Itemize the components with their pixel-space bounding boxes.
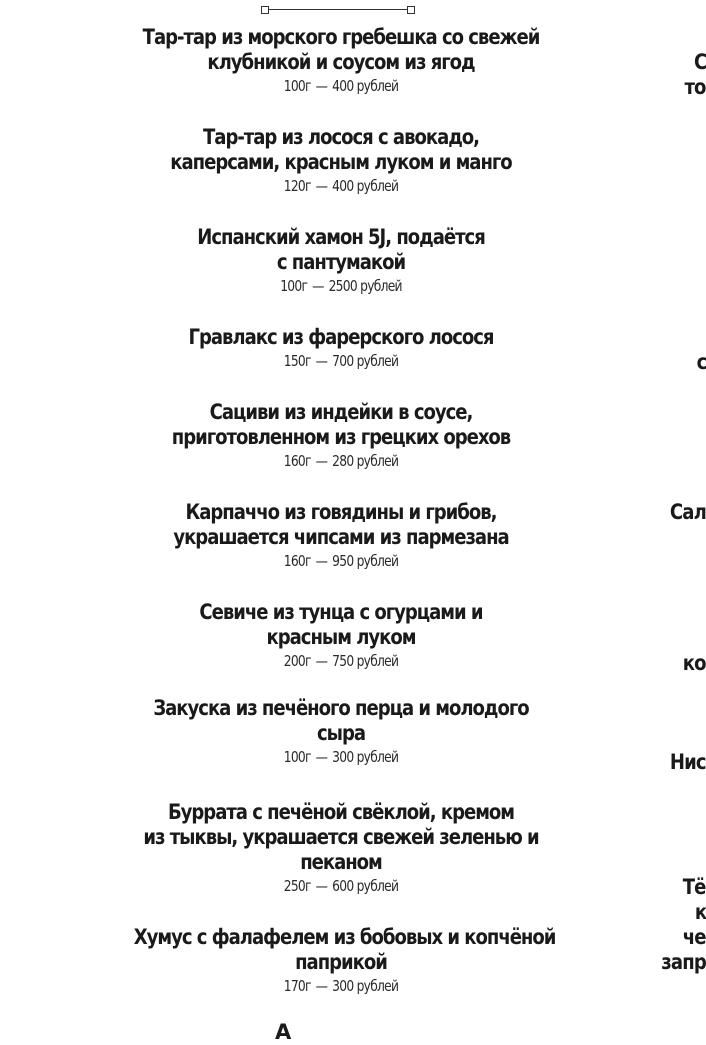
menu-item: [100, 800, 582, 897]
dash: —: [315, 877, 328, 895]
dish-name: Буррата с печёной свёклой, кремом из тыквы, украшается свежей зеленью и пеканом: [143, 800, 539, 874]
dish-weight: 200г: [283, 652, 311, 670]
partial-next-item: А: [275, 1020, 292, 1044]
dish-price: 400 рублей: [332, 177, 399, 195]
selection-line: [266, 9, 410, 10]
dish-name: Севиче из тунца с огурцами и красным луком: [199, 600, 483, 649]
dish-price: 600 рублей: [332, 877, 399, 895]
selection-handle[interactable]: [261, 6, 415, 14]
dish-meta: [143, 175, 538, 197]
fragment-text: ко: [683, 651, 706, 675]
dish-weight: 160г: [283, 552, 311, 570]
dish-price: 950 рублей: [332, 552, 399, 570]
fragment-text: запр: [661, 950, 706, 974]
menu-item: [100, 925, 582, 997]
menu-item: [100, 125, 582, 197]
dish-meta: [143, 450, 538, 472]
dish-price: 2500 рублей: [328, 277, 402, 295]
resize-handle-right[interactable]: [407, 6, 415, 14]
fragment-text: че: [683, 925, 706, 949]
dish-weight: 160г: [283, 452, 311, 470]
dish-name: Закуска из печёного перца и молодого сыра: [153, 696, 529, 745]
resize-handle-left[interactable]: [261, 6, 269, 14]
dash: —: [315, 652, 328, 670]
dash: —: [315, 352, 328, 370]
fragment-text: с: [696, 350, 706, 374]
menu-item: [100, 25, 582, 97]
dish-meta: [143, 650, 538, 672]
right-column-cropped: [640, 0, 706, 1029]
menu-item: [100, 325, 582, 372]
dish-price: 400 рублей: [332, 77, 399, 95]
dish-weight: 120г: [283, 177, 311, 195]
dish-price: 700 рублей: [332, 352, 399, 370]
dish-name: Хумус с фалафелем из бобовых и копчёной паприкой: [133, 925, 556, 974]
dash: —: [315, 77, 328, 95]
dish-meta: [143, 275, 538, 297]
dish-meta: [143, 975, 538, 997]
fragment-text: Тё: [683, 875, 706, 899]
dish-price: 300 рублей: [332, 977, 399, 995]
dash: —: [315, 748, 328, 766]
dish-name: Карпаччо из говядины и грибов, украшается чипсами из пармезана: [173, 500, 509, 549]
dash: —: [315, 552, 328, 570]
menu-item: [100, 696, 582, 768]
dish-meta: [143, 746, 538, 768]
dish-name: Гравлакс из фарерского лосося: [188, 325, 494, 349]
menu-item: [100, 400, 582, 472]
fragment-text: С: [693, 50, 706, 74]
dish-weight: 170г: [283, 977, 311, 995]
dish-meta: [143, 550, 538, 572]
dash: —: [312, 277, 324, 295]
dash: —: [315, 977, 328, 995]
dish-meta: [143, 75, 538, 97]
dish-price: 300 рублей: [332, 748, 399, 766]
dish-price: 280 рублей: [332, 452, 399, 470]
dish-meta: [143, 875, 538, 897]
fragment-text: Нис: [670, 750, 706, 774]
dash: —: [315, 177, 328, 195]
fragment-text: Сал: [669, 500, 706, 524]
fragment-text: то: [684, 75, 706, 99]
dish-weight: 100г: [280, 277, 308, 295]
dish-name: Сациви из индейки в соусе, приготовленном из грецких орехов: [171, 400, 511, 449]
dish-weight: 250г: [283, 877, 311, 895]
menu-item: [100, 225, 582, 297]
dish-weight: 100г: [283, 748, 311, 766]
fragment-text: к: [694, 900, 706, 924]
menu-item: [100, 500, 582, 572]
dash: —: [315, 452, 328, 470]
dish-price: 750 рублей: [332, 652, 399, 670]
dish-name: Испанский хамон 5J, подаётся с пантумакой: [197, 225, 485, 274]
dish-weight: 100г: [283, 77, 311, 95]
dish-name: Тар-тар из лосося с авокадо, каперсами, красным луком и манго: [170, 125, 512, 174]
dish-meta: [143, 350, 538, 372]
dish-weight: 150г: [283, 352, 311, 370]
dish-name: Тар-тар из морского гребешка со свежей клубникой и соусом из ягод: [142, 25, 540, 74]
menu-item: [100, 600, 582, 672]
